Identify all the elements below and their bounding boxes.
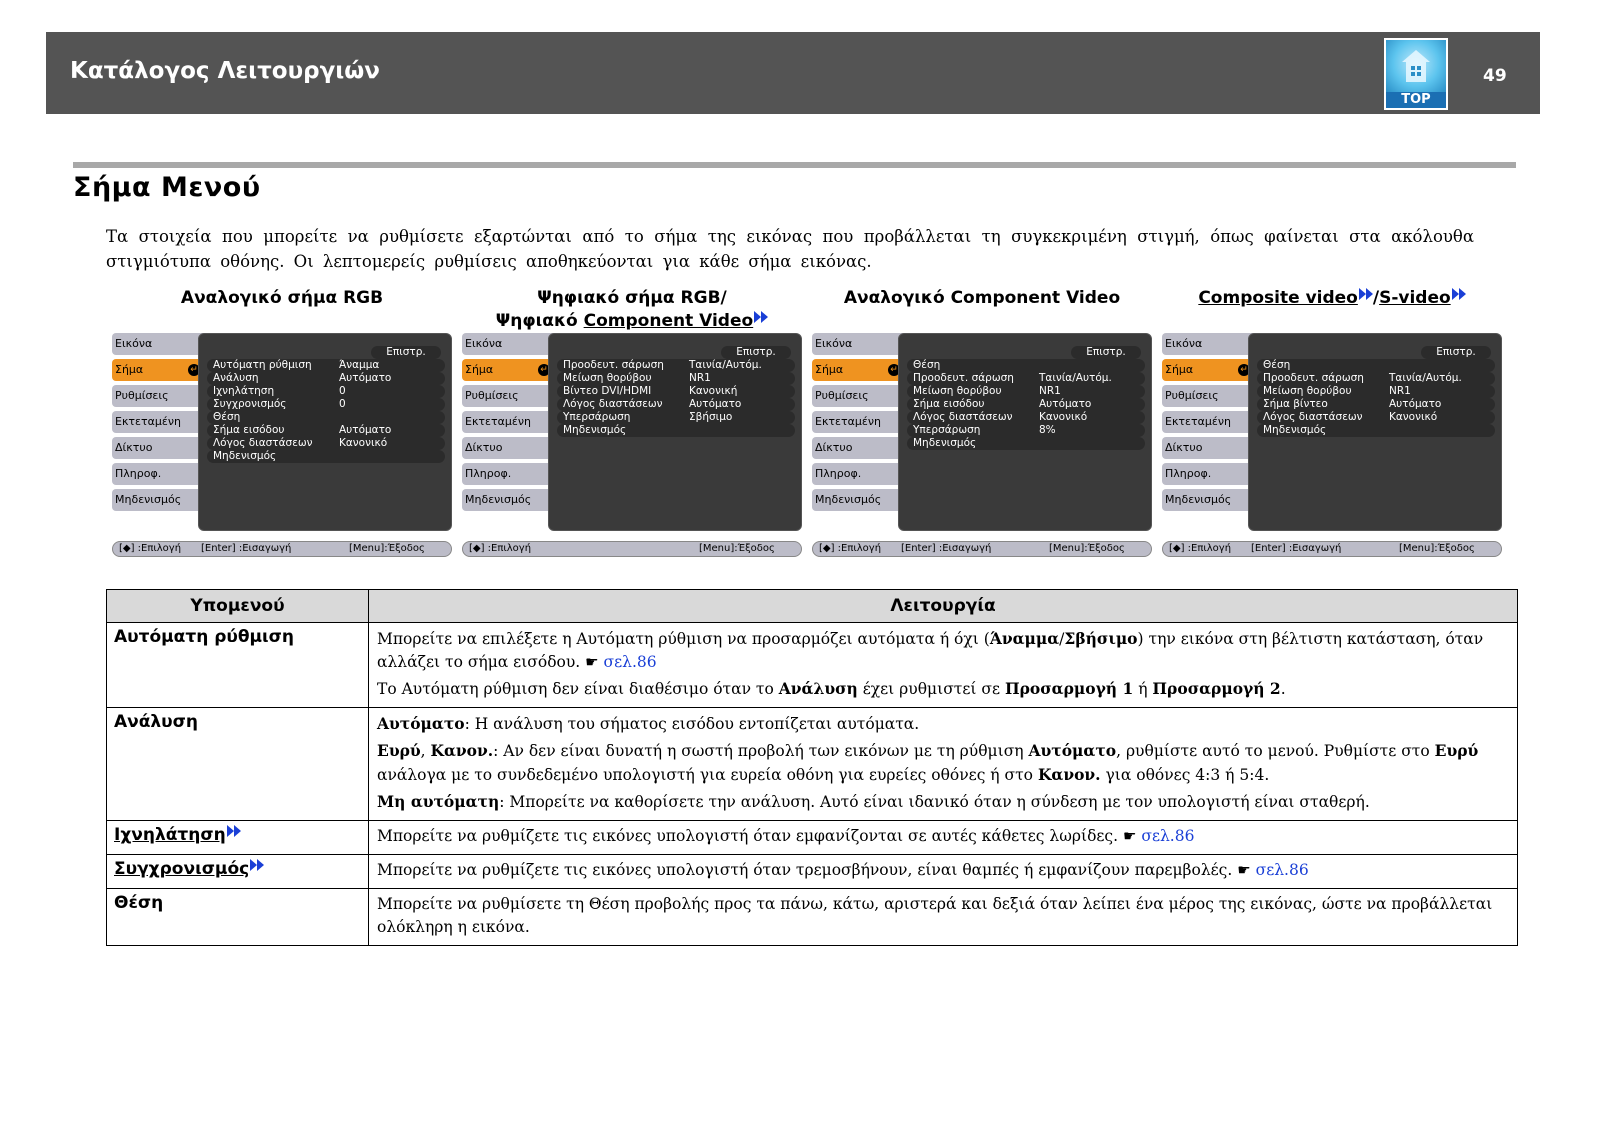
submenu-item-label: Λόγος διαστάσεων <box>563 398 663 410</box>
submenu-item[interactable] <box>213 372 445 385</box>
submenu-item[interactable] <box>563 372 795 385</box>
menu-tab[interactable] <box>462 463 554 485</box>
submenu-item[interactable] <box>1263 411 1495 424</box>
menu-tab-label: Εκτεταμένη <box>1165 415 1231 428</box>
status-bar <box>1162 541 1502 557</box>
submenu-item-label: Βίντεο DVI/HDMI <box>563 385 652 397</box>
menu-tab[interactable] <box>462 411 554 433</box>
submenu-panel <box>1248 333 1502 531</box>
function-description: Μπορείτε να ρυθμίζετε τις εικόνες υπολογιστή όταν τρεμοσβήνουν, είναι θαμπές ή εμφανίζουν παρεμβολές. ☛ σελ.86 <box>369 855 1518 889</box>
return-button[interactable]: Επιστρ. <box>721 346 791 359</box>
menu-tab[interactable] <box>812 359 904 381</box>
page-reference-link[interactable]: σελ.86 <box>1141 827 1195 845</box>
header-function: Λειτουργία <box>369 590 1518 623</box>
submenu-item[interactable] <box>913 398 1145 411</box>
submenu-item-value: Ταινία/Αυτόμ. <box>1389 372 1462 384</box>
menu-tab[interactable] <box>112 489 204 511</box>
submenu-item[interactable] <box>913 411 1145 424</box>
function-description: Μπορείτε να επιλέξετε η Αυτόματη ρύθμιση να προσαρμόζει αυτόματα ή όχι (Άναμμα/Σβήσιμο) την εικόνα στη βέλτιστη κατάσταση, όταν αλλάζει το σήμα εισόδου. ☛ σελ.86 Το Αυτόματη ρύθμιση δεν είναι διαθέσιμο όταν το Ανάλυση έχει ρυθμιστεί σε Προσαρμογή 1 ή Προσαρμογή 2. <box>369 623 1518 708</box>
submenu-item-value: NR1 <box>689 372 711 384</box>
submenu-item-value: 8% <box>1039 424 1056 436</box>
table-row <box>107 821 1518 855</box>
menu-tab[interactable] <box>112 385 204 407</box>
submenu-panel <box>548 333 802 531</box>
submenu-item-value: Κανονική <box>689 385 738 397</box>
enter-icon: ↵ <box>538 364 550 376</box>
return-button[interactable]: Επιστρ. <box>1421 346 1491 359</box>
menu-tab-label: Δίκτυο <box>1165 441 1203 454</box>
menu-tab-label: Εκτεταμένη <box>465 415 531 428</box>
submenu-item-value: 0 <box>339 385 346 397</box>
menu-tab-label: Μηδενισμός <box>465 493 532 506</box>
status-hint-exit: [Menu]:Έξοδος <box>349 543 425 554</box>
submenu-item[interactable] <box>913 385 1145 398</box>
menu-tab-label: Εικόνα <box>815 337 853 350</box>
table-row <box>107 889 1518 946</box>
header-title: Κατάλογος Λειτουργιών <box>70 58 380 84</box>
table-header-row <box>107 590 1518 623</box>
menu-tab-label: Εικόνα <box>115 337 153 350</box>
submenu-item[interactable] <box>563 398 795 411</box>
status-bar <box>462 541 802 557</box>
menu-tab[interactable] <box>812 489 904 511</box>
menu-tab[interactable] <box>462 437 554 459</box>
submenu-item-value: Αυτόματο <box>1039 398 1092 410</box>
pointing-hand-icon: ☛ <box>1237 861 1251 879</box>
submenu-item[interactable] <box>213 359 445 372</box>
menu-tab[interactable] <box>112 437 204 459</box>
double-arrow-icon[interactable] <box>1359 288 1373 300</box>
column-title-digital-rgb: Ψηφιακό σήμα RGB/ Ψηφιακό Component Video <box>462 287 802 333</box>
submenu-item[interactable] <box>913 437 1145 450</box>
header-submenu: Υπομενού <box>107 590 369 623</box>
submenu-item-value: Κανονικό <box>1039 411 1088 423</box>
table-row <box>107 855 1518 889</box>
enter-icon: ↵ <box>1238 364 1250 376</box>
menu-tab[interactable] <box>112 359 204 381</box>
submenu-name <box>107 821 369 855</box>
menu-tab-label: Ρυθμίσεις <box>115 389 169 402</box>
menu-tab-label: Ρυθμίσεις <box>1165 389 1219 402</box>
page-number: 49 <box>1483 66 1507 86</box>
menu-tab[interactable] <box>812 385 904 407</box>
pointing-hand-icon: ☛ <box>585 653 599 671</box>
submenu-item-label: Μηδενισμός <box>913 437 977 449</box>
function-description: Αυτόματο: Η ανάλυση του σήματος εισόδου εντοπίζεται αυτόματα. Ευρύ, Κανον.: Αν δεν είναι δυνατή η σωστή προβολή των εικόνων με τη ρύθμιση Αυτόματο, ρυθμίστε αυτό το μενού. Ρυθμίστε στο Ευρύ ανάλογα με το συνδεδεμένο υπολογιστή για ευρεία οθόνη για ευρείες οθόνες ή στο Κανον. για οθόνες 4:3 ή 5:4. Μη αυτόματη: Μπορείτε να καθορίσετε την ανάλυση. Αυτό είναι ιδανικό όταν η σύνδεση με τον υπολογιστή είναι σταθερή. <box>369 708 1518 821</box>
status-bar <box>812 541 1152 557</box>
house-top-icon <box>1386 40 1446 92</box>
submenu-item-label: Μείωση θορύβου <box>913 385 1002 397</box>
menu-tab-label: Εικόνα <box>465 337 503 350</box>
submenu-item-label: Μηδενισμός <box>1263 424 1327 436</box>
menu-tab-label: Δίκτυο <box>115 441 153 454</box>
submenu-item[interactable] <box>213 450 445 463</box>
top-button[interactable] <box>1384 38 1448 110</box>
submenu-item-label: Σήμα εισόδου <box>913 398 985 410</box>
table-row <box>107 708 1518 821</box>
submenu-item-label: Θέση <box>213 411 241 423</box>
status-hint-enter: [Enter] :Εισαγωγή <box>1251 543 1342 554</box>
menu-tab-label: Μηδενισμός <box>815 493 882 506</box>
menu-tab[interactable] <box>462 359 554 381</box>
submenu-name: Θέση <box>107 889 369 946</box>
submenu-item[interactable] <box>213 411 445 424</box>
enter-icon: ↵ <box>188 364 200 376</box>
submenu-item[interactable] <box>1263 359 1495 372</box>
submenu-item-label: Προοδευτ. σάρωση <box>913 372 1014 384</box>
submenu-item-value: Αυτόματο <box>689 398 742 410</box>
column-title-analog-component: Αναλογικό Component Video <box>843 288 1121 308</box>
menu-tab-label: Εικόνα <box>1165 337 1203 350</box>
submenu-item-label: Θέση <box>1263 359 1291 371</box>
submenu-item-value: 0 <box>339 398 346 410</box>
intro-paragraph: Τα στοιχεία που μπορείτε να ρυθμίσετε εξαρτώνται από το σήμα της εικόνας που προβάλλεται τη συγκεκριμένη στιγμή, όπως φαίνεται στα ακόλουθα στιγμιότυπα οθόνης. Οι λεπτομερείς ρυθμίσεις αποθηκεύονται για κάθε σήμα εικόνας. <box>106 227 1474 271</box>
submenu-item[interactable] <box>1263 398 1495 411</box>
submenu-item-value: Κανονικό <box>1389 411 1438 423</box>
submenu-item-label: Λόγος διαστάσεων <box>913 411 1013 423</box>
menu-tab-label: Δίκτυο <box>465 441 503 454</box>
submenu-panel <box>898 333 1152 531</box>
menu-tab-label: Σήμα <box>815 363 844 376</box>
return-button[interactable]: Επιστρ. <box>1071 346 1141 359</box>
submenu-item-label: Μηδενισμός <box>213 450 277 462</box>
double-arrow-icon[interactable] <box>1452 288 1466 300</box>
section-divider <box>73 162 1516 168</box>
double-arrow-icon[interactable] <box>227 825 241 837</box>
status-hint-select: [◆] :Επιλογή <box>819 543 882 554</box>
menu-tab[interactable] <box>812 411 904 433</box>
submenu-item-value: Αυτόματο <box>1389 398 1442 410</box>
status-hint-exit: [Menu]:Έξοδος <box>699 543 775 554</box>
submenu-item[interactable] <box>563 359 795 372</box>
submenu-item-label: Μείωση θορύβου <box>563 372 652 384</box>
submenu-item-label: Προοδευτ. σάρωση <box>1263 372 1364 384</box>
submenu-item-label: Υπερσάρωση <box>913 424 981 436</box>
submenu-item-label: Ανάλυση <box>213 372 259 384</box>
menu-tab[interactable] <box>812 333 904 355</box>
submenu-item-label: Αυτόματη ρύθμιση <box>213 359 312 371</box>
s-video-link[interactable]: S-video <box>1379 288 1451 308</box>
submenu-name: Ανάλυση <box>107 708 369 821</box>
submenu-item[interactable] <box>213 385 445 398</box>
page-reference-link[interactable]: σελ.86 <box>1255 861 1309 879</box>
return-button[interactable]: Επιστρ. <box>371 346 441 359</box>
submenu-item-value: Ταινία/Αυτόμ. <box>1039 372 1112 384</box>
submenu-item[interactable] <box>1263 424 1495 437</box>
submenu-item[interactable] <box>563 424 795 437</box>
header-bar <box>46 32 1540 114</box>
submenu-item-value: Αυτόματο <box>339 372 392 384</box>
menu-tab[interactable] <box>812 463 904 485</box>
menu-tab[interactable] <box>1162 463 1254 485</box>
menu-tab[interactable] <box>462 333 554 355</box>
status-hint-exit: [Menu]:Έξοδος <box>1049 543 1125 554</box>
submenu-item-label: Προοδευτ. σάρωση <box>563 359 664 371</box>
submenu-name: Αυτόματη ρύθμιση <box>107 623 369 708</box>
status-hint-exit: [Menu]:Έξοδος <box>1399 543 1475 554</box>
menu-tab[interactable] <box>1162 489 1254 511</box>
submenu-item-value: Σβήσιμο <box>689 411 733 423</box>
submenu-item-label: Ιχνηλάτηση <box>213 385 275 397</box>
submenu-item-value: NR1 <box>1389 385 1411 397</box>
submenu-item-label: Μείωση θορύβου <box>1263 385 1352 397</box>
menu-screenshot-digital-rgb <box>462 333 802 561</box>
function-description: Μπορείτε να ρυθμίσετε τη Θέση προβολής προς τα πάνω, κάτω, αριστερά και δεξιά όταν λείπει ένα μέρος της εικόνας, ώστε να προβάλλεται ολόκληρη η εικόνα. <box>369 889 1518 946</box>
menu-tab[interactable] <box>112 463 204 485</box>
submenu-item[interactable] <box>563 385 795 398</box>
status-hint-select: [◆] :Επιλογή <box>1169 543 1232 554</box>
table-row <box>107 623 1518 708</box>
menu-tab-label: Πληροφ. <box>115 467 162 480</box>
submenu-item-label: Θέση <box>913 359 941 371</box>
menu-tab-label: Σήμα <box>1165 363 1194 376</box>
submenu-item-value: Άναμμα <box>339 359 380 371</box>
submenu-item-label: Συγχρονισμός <box>213 398 287 410</box>
menu-tab-label: Ρυθμίσεις <box>465 389 519 402</box>
status-hint-select: [◆] :Επιλογή <box>469 543 532 554</box>
submenu-item[interactable] <box>213 398 445 411</box>
function-description: Μπορείτε να ρυθμίζετε τις εικόνες υπολογιστή όταν εμφανίζονται σε αυτές κάθετες λωρίδες. ☛ σελ.86 <box>369 821 1518 855</box>
menu-tab-label: Μηδενισμός <box>115 493 182 506</box>
submenu-item-value: NR1 <box>1039 385 1061 397</box>
menu-tab[interactable] <box>1162 385 1254 407</box>
menu-tab-label: Σήμα <box>115 363 144 376</box>
submenu-item-value: Κανονικό <box>339 437 388 449</box>
menu-tab-label: Εκτεταμένη <box>815 415 881 428</box>
submenu-item-label: Σήμα βίντεο <box>1263 398 1328 410</box>
menu-tab-label: Μηδενισμός <box>1165 493 1232 506</box>
submenu-item[interactable] <box>913 372 1145 385</box>
status-hint-select: [◆] :Επιλογή <box>119 543 182 554</box>
column-title-analog-rgb: Αναλογικό σήμα RGB <box>180 288 384 308</box>
menu-tab-label: Εκτεταμένη <box>115 415 181 428</box>
menu-tab-label: Ρυθμίσεις <box>815 389 869 402</box>
submenu-item-value: Ταινία/Αυτόμ. <box>689 359 762 371</box>
menu-tab[interactable] <box>462 489 554 511</box>
component-video-link[interactable]: Component Video <box>583 311 754 331</box>
submenu-item-label: Σήμα εισόδου <box>213 424 285 436</box>
menu-tab-label: Πληροφ. <box>815 467 862 480</box>
composite-video-link[interactable]: Composite video <box>1198 288 1358 308</box>
column-title-composite: Composite video /S-video <box>1162 287 1502 310</box>
submenu-item[interactable] <box>213 424 445 437</box>
menu-tab[interactable] <box>462 385 554 407</box>
menu-tab[interactable] <box>112 333 204 355</box>
status-hint-enter: [Enter] :Εισαγωγή <box>201 543 292 554</box>
submenu-item[interactable] <box>913 359 1145 372</box>
menu-tab-label: Σήμα <box>465 363 494 376</box>
submenu-item[interactable] <box>563 411 795 424</box>
double-arrow-icon[interactable] <box>250 859 264 871</box>
enter-icon: ↵ <box>888 364 900 376</box>
submenu-item[interactable] <box>1263 372 1495 385</box>
menu-screenshot-composite <box>1162 333 1502 561</box>
menu-tab-label: Δίκτυο <box>815 441 853 454</box>
menu-tab[interactable] <box>1162 359 1254 381</box>
tracking-link[interactable]: Ιχνηλάτηση <box>114 825 226 845</box>
menu-screenshot-analog-rgb <box>112 333 452 561</box>
submenu-panel <box>198 333 452 531</box>
menu-tab[interactable] <box>1162 437 1254 459</box>
function-table <box>106 589 1518 946</box>
submenu-item-label: Λόγος διαστάσεων <box>213 437 313 449</box>
submenu-item-label: Υπερσάρωση <box>563 411 631 423</box>
submenu-item-label: Λόγος διαστάσεων <box>1263 411 1363 423</box>
sync-link[interactable]: Συγχρονισμός <box>114 859 250 879</box>
submenu-item-value: Αυτόματο <box>339 424 392 436</box>
menu-screenshot-analog-component <box>812 333 1152 561</box>
submenu-item[interactable] <box>913 424 1145 437</box>
menu-tab-label: Πληροφ. <box>1165 467 1212 480</box>
menu-tab[interactable] <box>1162 333 1254 355</box>
submenu-name <box>107 855 369 889</box>
submenu-item-label: Μηδενισμός <box>563 424 627 436</box>
menu-tab[interactable] <box>812 437 904 459</box>
pointing-hand-icon: ☛ <box>1122 827 1137 845</box>
section-title: Σήμα Μενού <box>73 172 261 203</box>
submenu-item[interactable] <box>213 437 445 450</box>
double-arrow-icon[interactable] <box>754 311 768 323</box>
page-reference-link[interactable]: σελ.86 <box>603 653 657 671</box>
top-label: TOP <box>1386 92 1446 108</box>
status-hint-enter: [Enter] :Εισαγωγή <box>901 543 992 554</box>
menu-tab[interactable] <box>112 411 204 433</box>
menu-tab[interactable] <box>1162 411 1254 433</box>
submenu-item[interactable] <box>1263 385 1495 398</box>
status-bar <box>112 541 452 557</box>
menu-tab-label: Πληροφ. <box>465 467 512 480</box>
